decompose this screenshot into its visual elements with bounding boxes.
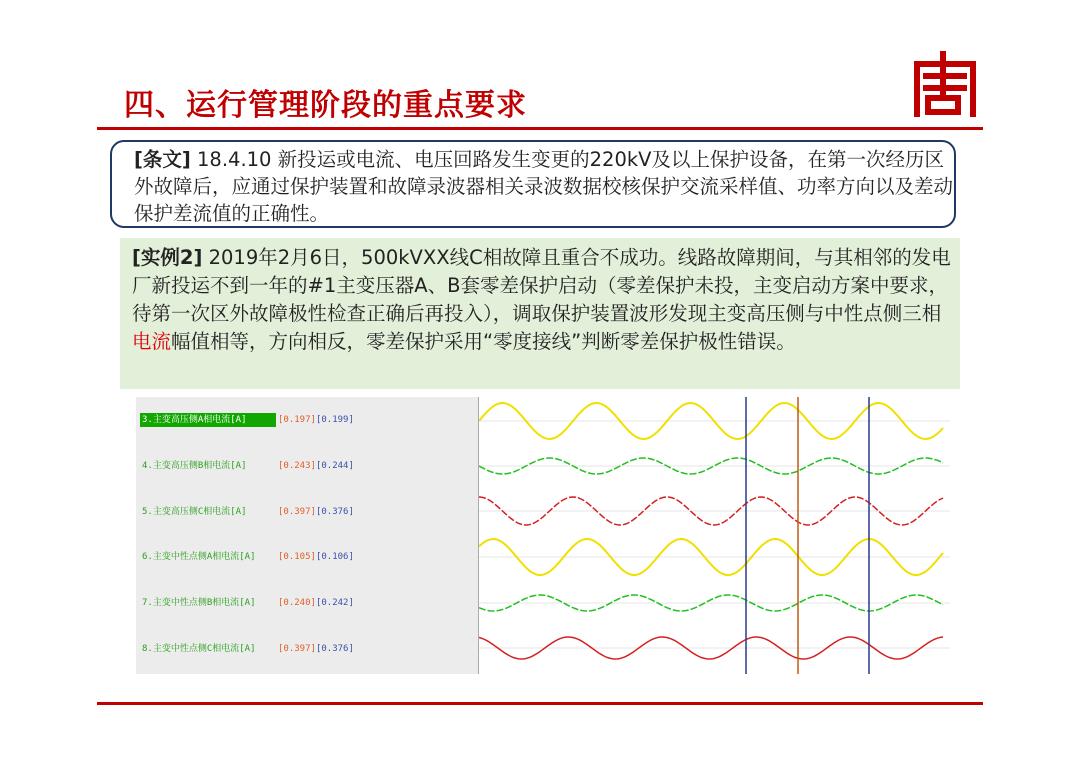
channel-value-1: [0.397]	[278, 507, 316, 517]
channel-value-1: [0.397]	[278, 644, 316, 654]
channel-list	[136, 397, 479, 674]
channel-name: 3.主变高压侧A相电流[A]	[140, 413, 276, 427]
title-divider	[97, 127, 983, 130]
channel-row[interactable]	[140, 459, 354, 473]
channel-row[interactable]	[140, 505, 354, 519]
clause-text: 18.4.10 新投运或电流、电压回路发生变更的220kV及以上保护设备，在第一次经历区外故障后，应通过保护装置和故障录波器相关录波数据校核保护交流采样值、功率方向以及差动保护差流值的正确性。	[134, 148, 954, 225]
channel-name: 7.主变中性点侧B相电流[A]	[142, 598, 256, 608]
channel-value-2: [0.199]	[315, 415, 354, 425]
channel-value-2: [0.106]	[315, 552, 354, 562]
case-tag: [实例2]	[132, 246, 203, 269]
waveform-area	[479, 397, 950, 674]
channel-row[interactable]	[140, 642, 354, 656]
channel-value-1: [0.240]	[278, 598, 316, 608]
channel-value-2: [0.376]	[315, 507, 354, 517]
channel-value-2: [0.376]	[315, 644, 354, 654]
channel-value-1: [0.105]	[278, 552, 316, 562]
channel-name: 6.主变中性点侧A相电流[A]	[142, 552, 256, 562]
clause-tag: [条文]	[134, 148, 191, 171]
oscillogram-panel	[136, 397, 950, 674]
channel-name: 5.主变高压侧C相电流[A]	[142, 507, 247, 517]
channel-row[interactable]	[140, 596, 354, 610]
case-text-before: 2019年2月6日，500kVXX线C相故障且重合不成功。线路故障期间，与其相邻的发电厂新投运不到一年的#1主变压器A、B套零差保护启动（零差保护未投，主变启动方案中要求，待第一次区外故障极性检查正确后再投入），调取保护装置波形发现主变高压侧与中性点侧三相	[132, 246, 951, 325]
case-example-box	[120, 238, 960, 389]
footer-divider	[97, 702, 983, 705]
channel-name: 4.主变高压侧B相电流[A]	[142, 461, 247, 471]
channel-row[interactable]	[140, 413, 354, 427]
channel-value-2: [0.242]	[315, 598, 354, 608]
case-text-after: 幅值相等，方向相反，零差保护采用“零度接线”判断零差保护极性错误。	[171, 330, 796, 353]
channel-row[interactable]	[140, 550, 354, 564]
red-seal-logo-icon	[912, 50, 978, 118]
channel-value-1: [0.197]	[278, 415, 316, 425]
channel-name: 8.主变中性点侧C相电流[A]	[142, 644, 256, 654]
case-highlight: 电流	[132, 330, 172, 353]
channel-value-1: [0.243]	[278, 461, 316, 471]
waveform-canvas	[479, 397, 950, 674]
channel-value-2: [0.244]	[315, 461, 354, 471]
clause-box	[110, 140, 956, 228]
page-title: 四、运行管理阶段的重点要求	[124, 88, 527, 123]
